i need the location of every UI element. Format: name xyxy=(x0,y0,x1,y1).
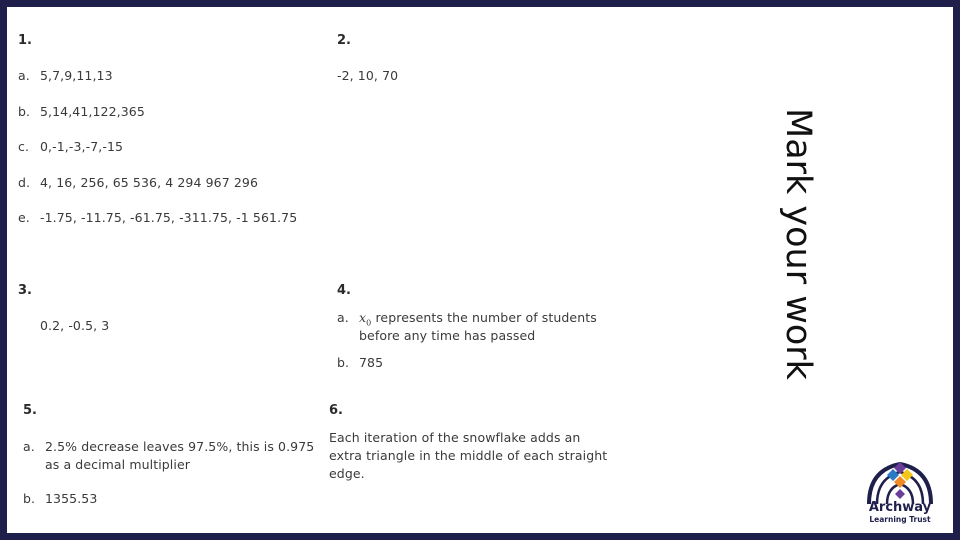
q2-answer: -2, 10, 70 xyxy=(337,68,399,83)
q5-a-line1: 2.5% decrease leaves 97.5%, this is 0.975 xyxy=(45,439,315,454)
q1-item-c xyxy=(18,139,123,154)
q4-part-b xyxy=(337,355,383,370)
q1-item-b xyxy=(18,104,145,119)
q4-part-a xyxy=(337,310,597,328)
q5-a-line2: as a decimal multiplier xyxy=(45,457,190,472)
q1-item-b-text: 5,14,41,122,365 xyxy=(40,104,145,119)
q6-line-1: Each iteration of the snowflake adds an xyxy=(329,430,581,445)
mark-your-work-title: Mark your work xyxy=(778,108,818,380)
q4-a-label: a. xyxy=(337,310,349,325)
q5-b-label: b. xyxy=(23,491,36,506)
q1-item-d-label: d. xyxy=(18,175,31,190)
q5-a-label: a. xyxy=(23,439,35,454)
q1-item-a-label: a. xyxy=(18,68,30,83)
q1-item-d-text: 4, 16, 256, 65 536, 4 294 967 296 xyxy=(40,175,258,190)
q5-b-text: 1355.53 xyxy=(45,491,98,506)
q5-part-b xyxy=(23,491,97,506)
q1-number: 1. xyxy=(18,33,32,48)
q3-answer: 0.2, -0.5, 3 xyxy=(40,318,110,333)
q1-item-b-label: b. xyxy=(18,104,31,119)
q1-item-c-text: 0,-1,-3,-7,-15 xyxy=(40,139,124,154)
q6-line-2: extra triangle in the middle of each straight xyxy=(329,448,608,463)
q4-a-variable xyxy=(359,310,372,328)
q1-item-e-text: -1.75, -11.75, -61.75, -311.75, -1 561.75 xyxy=(40,210,298,225)
q4-a-line2: before any time has passed xyxy=(359,328,536,343)
logo-archway-text: Archway xyxy=(868,500,932,515)
q1-item-d xyxy=(18,175,258,190)
q4-a-line1: represents the number of students xyxy=(375,310,597,325)
q3-number: 3. xyxy=(18,283,32,298)
q4-b-label: b. xyxy=(337,355,350,370)
q5-part-a xyxy=(23,439,314,454)
q1-item-a-text: 5,7,9,11,13 xyxy=(40,68,113,83)
q1-item-a xyxy=(18,68,113,83)
q4-a-sub: 0 xyxy=(366,318,372,328)
q2-number: 2. xyxy=(337,33,351,48)
logo-learning-trust-text: Learning Trust xyxy=(869,515,931,524)
q1-item-c-label: c. xyxy=(18,139,30,154)
q1-item-e xyxy=(18,210,297,225)
q4-b-text: 785 xyxy=(359,355,384,370)
q4-number: 4. xyxy=(337,283,351,298)
q1-item-e-label: e. xyxy=(18,210,30,225)
q4-a-var: x xyxy=(359,310,367,325)
q6-number: 6. xyxy=(329,403,343,418)
q5-number: 5. xyxy=(23,403,37,418)
q6-line-3: edge. xyxy=(329,466,365,481)
